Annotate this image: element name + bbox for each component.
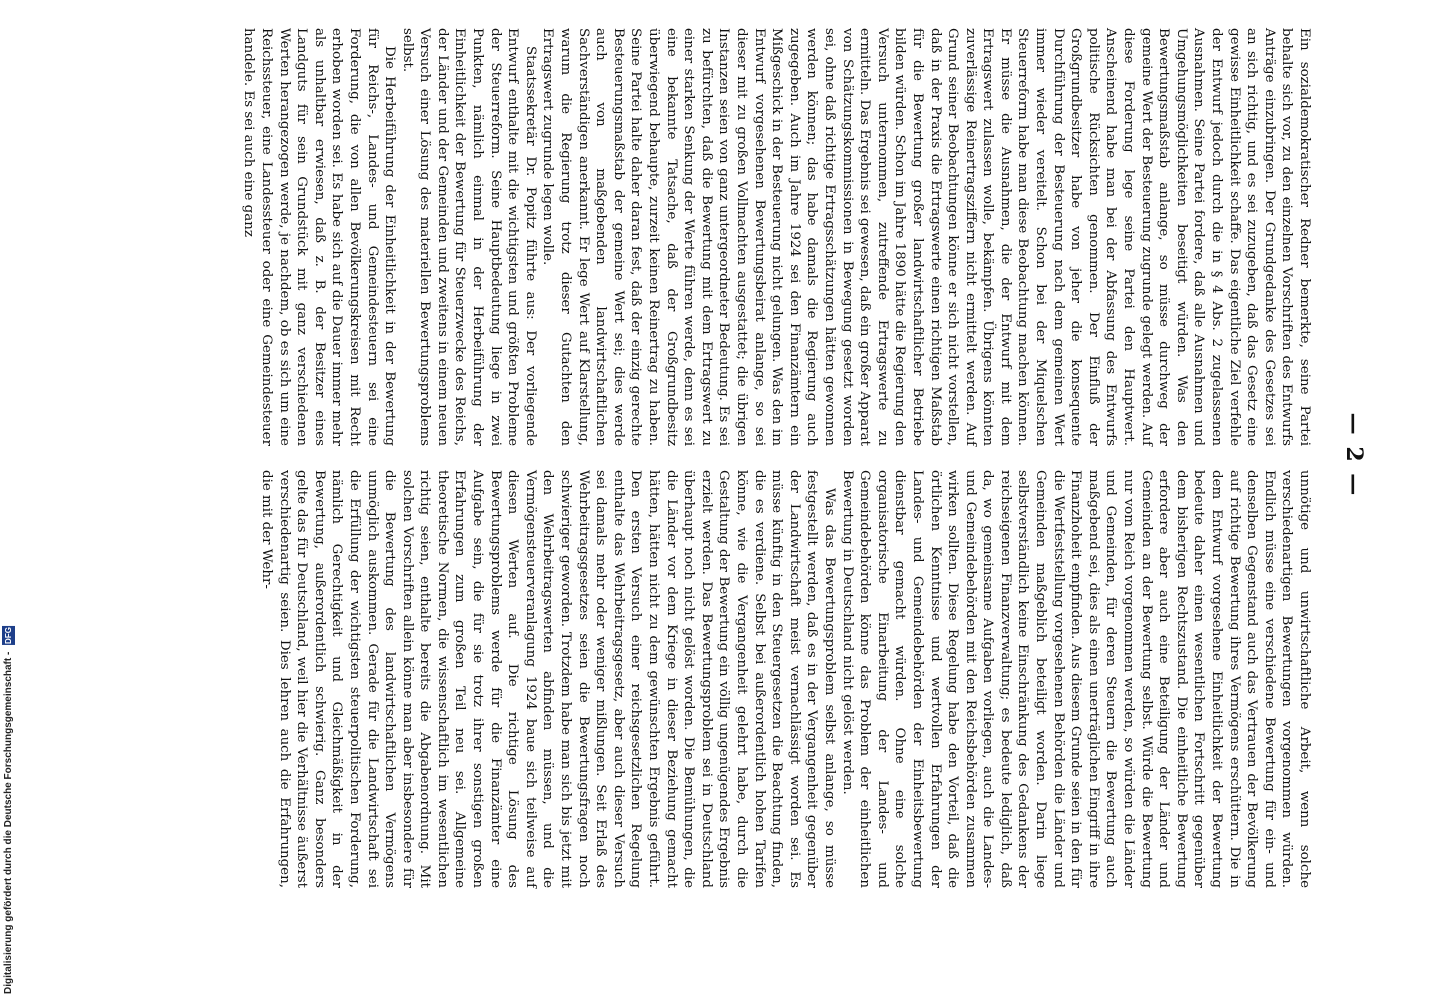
- paragraph: Die Herbeiführung der Einheitlichkeit in der Bewertung für Reichs-, Landes- und Gemeindesteuern sei eine Forderung, die von allen Bevölkerungskreisen mit Recht erhoben worden sei. Es habe sich auf die Dauer immer mehr als unhaltbar erwiesen, daß z. B. der Besitzer eines Landguts für sein Grundstück mit ganz verschiedenen Werten herangezogen werde, je nachdem, ob es sich um eine Reichssteuer, eine Landessteuer oder eine Gemeindesteuer handele. Es sei auch eine ganz: [241, 28, 398, 446]
- text-column-right: [257, 470, 1313, 888]
- paragraph: unnötige und unwirtschaftliche Arbeit, wenn solche verschiedenartigen Bewertungen vorgenommen würden. Endlich müsse eine verschiedene Bewertung für ein- und denselben Gegenstand auch das Vertrauen der Bevölkerung auf richtige Bewertung ihres Vermögens erschüttern. Die in dem Entwurf vorgesehene Einheitlichkeit der Bewertung bedeute daher einen wesentlichen Fortschritt gegenüber dem bisherigen Rechtszustand. Die einheitliche Bewertung erfordere aber auch eine Beteiligung der Länder und Gemeinden an der Bewertung selbst. Würde die Bewertung nur vom Reich vorgenommen werden, so würden die Länder und Gemeinden, für deren Steuern die Bewertung auch maßgebend sei, dies als einen unerträglichen Eingriff in ihre Finanzhoheit empfinden. Aus diesem Grunde seien in den für die Wertfeststellung vorgesehenen Behörden die Länder und Gemeinden maßgeblich beteiligt worden. Darin liege selbstverständlich keine Einschränkung des Gedankens der reichseigenen Finanzverwaltung; es bedeute lediglich, daß da, wo gemeinsame Aufgaben vorliegen, auch die Landes- und Gemeindebehörden mit den Reichsbehörden zusammen wirken sollten. Diese Regelung habe den Vorteil, daß die örtlichen Kenntnisse und wertvollen Erfahrungen der Landes- und Gemeindebehörden der Einheitsbewertung dienstbar gemacht würden. Ohne eine solche organisatorische Einarbeitung der Landes- und Gemeindebehörden könne das Problem der einheitlichen Bewertung in Deutschland nicht gelöst werden.: [839, 470, 1312, 888]
- rotated-page-content: [175, 0, 1375, 910]
- paragraph: Was das Bewertungsproblem selbst anlange, so müsse festgestellt werden, daß es in der Vergangenheit gegenüber der Landwirtschaft meist vernachlässigt worden sei. Es müsse künftig in den Steuergesetzen die Beachtung finden, die es verdiene. Selbst bei außerordentlich hohen Tarifen könne, wie die Vergangenheit gelehrt habe, durch die Gestaltung der Bewertung ein völlig ungenügendes Ergebnis erzielt werden. Das Bewertungsproblem sei in Deutschland überhaupt noch nicht gelöst worden. Die Bemühungen, die die Länder vor dem Kriege in dieser Beziehung gemacht hätten, hätten nicht zu dem gewünschten Ergebnis geführt. Den ersten Versuch einer reichsgesetzlichen Regelung enthalte das Wehrbeitragsgesetz, aber auch dieser Versuch sei damals mehr oder weniger mißlungen. Seit Erlaß des Wehrbeitragsgesetzes seien die Bewertungsfragen noch schwieriger geworden. Trotzdem habe man sich bis jetzt mit den Wehrbeitragswerten abfinden müssen, und die Vermögensteuerveranlagung 1924 baue sich teilweise auf diesen Werten auf. Die richtige Lösung des Bewertungsproblems werde für die Finanzämter eine Aufgabe sein, die für sie trotz ihrer sonstigen großen Erfahrungen zum großen Teil neu sei. Allgemeine theoretische Normen, die wissenschaftlich im wesentlichen richtig seien, enthalte bereits die Abgabenordnung. Mit solchen Vorschriften allein könne man aber insbesondere für die Bewertung des landwirtschaftlichen Vermögens unmöglich auskommen. Gerade für die Landwirtschaft sei die Erfüllung der wichtigsten steuerpolitischen Forderung, nämlich Gerechtigkeit und Gleichmäßigkeit in der Bewertung, außerordentlich schwierig. Ganz besonders gelte das für Deutschland, weil hier die Verhältnisse äußerst verschiedenartig seien. Dies lehren auch die Erfahrungen, die mit der Wehr-: [258, 470, 837, 888]
- text-column-left: [240, 28, 1313, 446]
- page-number: — 2 —: [1341, 412, 1367, 498]
- dfg-logo: DFG: [4, 627, 13, 644]
- paragraph: Staatssekretär Dr. Popitz führte aus: Der vorliegende Entwurf enthalte mit die wichtigsten und größten Probleme der Steuerreform. Seine Hauptbedeutung liege in zwei Punkten, nämlich einmal in der Herbeiführung der Einheitlichkeit der Bewertung für Steuerzwecke des Reichs, der Länder und der Gemeinden und zweitens in einem neuen Versuch einer Lösung des materiellen Bewertungsproblems selbst.: [399, 28, 538, 446]
- paragraph: Ein sozialdemokratischer Redner bemerkte, seine Partei behalte sich vor, zu den einzelnen Vorschriften des Entwurfs Anträge einzubringen. Der Grundgedanke des Gesetzes sei an sich richtig, und es sei zuzugeben, daß das Gesetz eine gewisse Einheitlichkeit schaffe. Das eigentliche Ziel verfehle der Entwurf jedoch durch die in § 4 Abs. 2 zugelassenen Ausnahmen. Seine Partei fordere, daß alle Ausnahmen und Umgehungsmöglichkeiten beseitigt würden. Was den Bewertungsmaßstab anlange, so müsse durchweg der gemeine Wert der Besteuerung zugrunde gelegt werden. Auf diese Forderung lege seine Partei den Hauptwert. Anscheinend habe man bei der Abfassung des Entwurfs politische Rücksichten genommen. Der Einfluß der Großgrundbesitzer habe von jeher die konsequente Durchführung der Besteuerung nach dem gemeinen Wert immer wieder vereitelt. Schon bei der Miquelschen Steuerreform habe man diese Beobachtung machen können. Er müsse die Ausnahmen, die der Entwurf mit dem Ertragswert zulassen wolle, bekämpfen. Übrigens könnten zuverlässige Reinertragsziffern nicht ermittelt werden. Auf Grund seiner Beobachtungen könne er sich nicht vorstellen, daß in der Praxis die Ertragswerte einen richtigen Maßstab für die Bewertung großer landwirtschaftlicher Betriebe bilden würden. Schon im Jahre 1890 hätte die Regierung den Versuch unternommen, zutreffende Ertragswerte zu ermitteln. Das Ergebnis sei gewesen, daß ein großer Apparat von Schätzungskommissionen in Bewegung gesetzt worden sei, ohne daß richtige Ertragsschätzungen hätten gewonnen werden können; das habe damals die Regierung auch zugegeben. Auch im Jahre 1924 sei den Finanzämtern ein Mißgeschick in der Besteuerung nicht gelungen. Was den im Entwurf vorgesehenen Bewertungsbeirat anlange, so sei dieser mit zu großen Vollmachten ausgestattet; die übrigen Instanzen seien von ganz untergeordneter Bedeutung. Es sei zu befürchten, daß die Bewertung mit dem Ertragswert zu einer starken Senkung der Werte führen werde, denn es sei eine bekannte Tatsache, daß der Großgrundbesitz überwiegend behaupte, zurzeit keinen Reinertrag zu haben. Seine Partei halte daher daran fest, daß der einzig gerechte Besteuerungsmaßstab der gemeine Wert sei; dies werde auch von maßgebenden landwirtschaftlichen Sachverständigen anerkannt. Er lege Wert auf Klarstellung, warum die Regierung trotz dieser Gutachten den Ertragswert zugrunde legen wolle.: [540, 28, 1312, 446]
- digitization-credit-text: Digitalisierung gefördert durch die Deutsche Forschungsgemeinschaft -: [3, 651, 14, 994]
- digitization-credit: [2, 626, 15, 994]
- scanned-page: [115, 0, 1434, 910]
